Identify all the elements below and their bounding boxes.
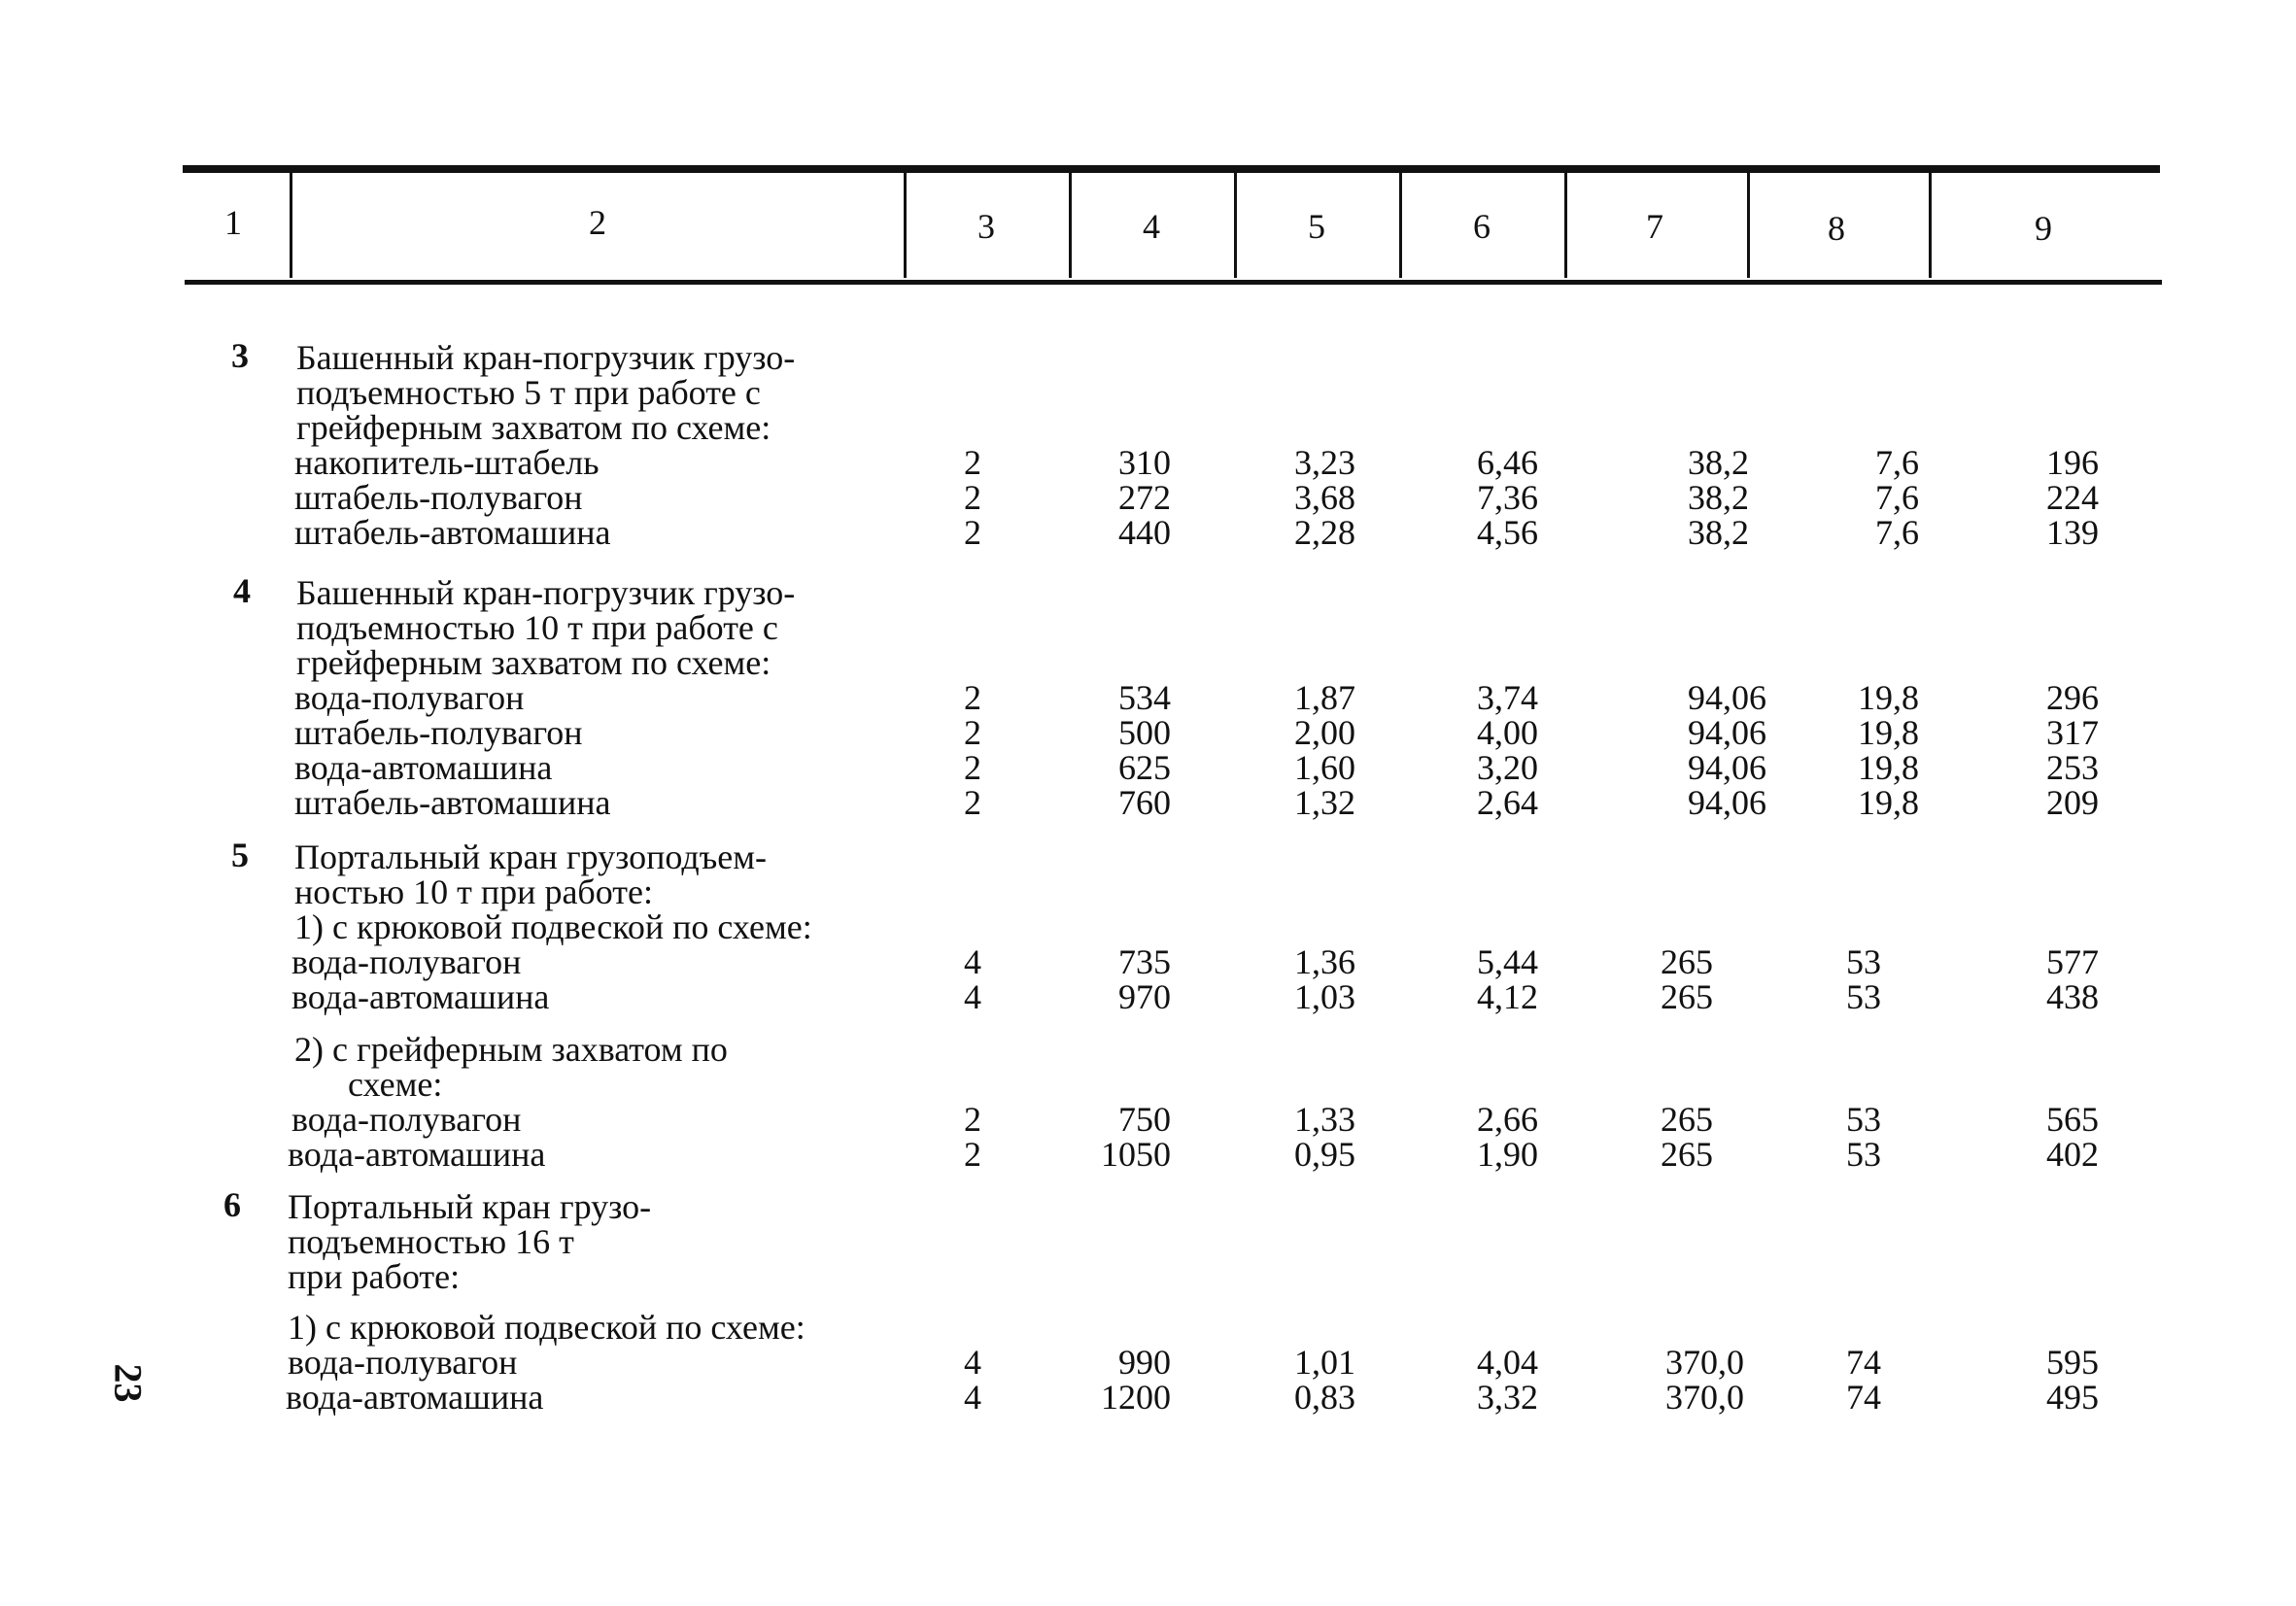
cell: 4,04 (1477, 1343, 1538, 1382)
group-title-line: грейферным захватом по схеме: (296, 408, 771, 447)
cell: 4 (964, 942, 981, 981)
cell: 2 (964, 513, 981, 552)
cell: 7,6 (1875, 513, 1919, 552)
col-divider (290, 173, 292, 278)
header-bottom-rule (185, 280, 2162, 285)
col-divider (1069, 173, 1072, 278)
cell: 19,8 (1858, 713, 1919, 752)
group-title-line: ностью 10 т при работе: (294, 872, 653, 911)
cell: 2 (964, 748, 981, 787)
row-label: вода-автомашина (288, 1135, 546, 1174)
cell: 296 (2046, 678, 2099, 717)
cell: 224 (2046, 478, 2099, 517)
col-divider (1564, 173, 1567, 278)
row-label: вода-автомашина (286, 1378, 544, 1417)
cell: 2 (964, 478, 981, 517)
cell: 139 (2046, 513, 2099, 552)
cell: 94,06 (1688, 783, 1766, 822)
cell: 196 (2046, 443, 2099, 482)
row-label: накопитель-штабель (294, 443, 600, 482)
cell: 1,33 (1294, 1100, 1355, 1139)
cell: 0,95 (1294, 1135, 1355, 1174)
row-number: 4 (233, 571, 251, 610)
cell: 253 (2046, 748, 2099, 787)
cell: 990 (1118, 1343, 1171, 1382)
col-header-6: 6 (1473, 207, 1491, 246)
cell: 53 (1846, 942, 1881, 981)
cell: 595 (2046, 1343, 2099, 1382)
cell: 440 (1118, 513, 1171, 552)
cell: 2,64 (1477, 783, 1538, 822)
top-rule (183, 165, 2160, 173)
col-divider (1234, 173, 1237, 278)
cell: 53 (1846, 1100, 1881, 1139)
cell: 3,74 (1477, 678, 1538, 717)
cell: 4,12 (1477, 977, 1538, 1016)
cell: 0,83 (1294, 1378, 1355, 1417)
col-header-5: 5 (1308, 207, 1325, 246)
cell: 370,0 (1665, 1378, 1744, 1417)
cell: 7,6 (1875, 478, 1919, 517)
cell: 94,06 (1688, 678, 1766, 717)
cell: 577 (2046, 942, 2099, 981)
group-title-line: 1) с крюковой подвеской по схеме: (294, 907, 812, 946)
subgroup-title-line: 1) с крюковой подвеской по схеме: (288, 1308, 805, 1347)
subgroup-title-line: схеме: (348, 1065, 443, 1104)
cell: 3,68 (1294, 478, 1355, 517)
cell: 2 (964, 443, 981, 482)
group-title-line: Портальный кран грузоподъем- (294, 837, 768, 876)
col-divider (1399, 173, 1402, 278)
cell: 4,00 (1477, 713, 1538, 752)
cell: 760 (1118, 783, 1171, 822)
cell: 7,6 (1875, 443, 1919, 482)
cell: 3,20 (1477, 748, 1538, 787)
cell: 272 (1118, 478, 1171, 517)
cell: 1,60 (1294, 748, 1355, 787)
cell: 38,2 (1688, 513, 1749, 552)
cell: 94,06 (1688, 713, 1766, 752)
cell: 2 (964, 678, 981, 717)
cell: 500 (1118, 713, 1171, 752)
cell: 265 (1661, 1100, 1713, 1139)
cell: 209 (2046, 783, 2099, 822)
cell: 2 (964, 713, 981, 752)
cell: 265 (1661, 1135, 1713, 1174)
row-label: штабель-автомашина (294, 783, 611, 822)
cell: 4,56 (1477, 513, 1538, 552)
group-title-line: подъемностью 16 т (288, 1222, 574, 1261)
row-label: вода-полувагон (294, 678, 525, 717)
cell: 38,2 (1688, 478, 1749, 517)
subgroup-title-line: 2) с грейферным захватом по (294, 1030, 728, 1069)
row-label: штабель-полувагон (294, 478, 583, 517)
cell: 265 (1661, 977, 1713, 1016)
cell: 94,06 (1688, 748, 1766, 787)
cell: 2,28 (1294, 513, 1355, 552)
col-divider (1747, 173, 1750, 278)
page-number: 23 (106, 1363, 151, 1403)
cell: 1,01 (1294, 1343, 1355, 1382)
cell: 1,32 (1294, 783, 1355, 822)
cell: 4 (964, 1378, 981, 1417)
cell: 53 (1846, 977, 1881, 1016)
group-title-line: при работе: (288, 1257, 461, 1296)
cell: 2,00 (1294, 713, 1355, 752)
cell: 735 (1118, 942, 1171, 981)
row-label: вода-полувагон (291, 942, 522, 981)
cell: 1200 (1101, 1378, 1171, 1417)
col-header-8: 8 (1828, 209, 1845, 248)
row-label: вода-автомашина (291, 977, 550, 1016)
cell: 1,36 (1294, 942, 1355, 981)
cell: 7,36 (1477, 478, 1538, 517)
row-label: вода-автомашина (294, 748, 553, 787)
group-title-line: Башенный кран-погрузчик грузо- (296, 338, 796, 377)
col-header-9: 9 (2035, 209, 2052, 248)
group-title-line: грейферным захватом по схеме: (296, 643, 771, 682)
col-header-3: 3 (977, 207, 995, 246)
group-title-line: подъемностью 10 т при работе с (296, 608, 778, 647)
col-header-4: 4 (1143, 207, 1160, 246)
cell: 19,8 (1858, 748, 1919, 787)
row-number: 3 (231, 336, 249, 375)
cell: 19,8 (1858, 783, 1919, 822)
cell: 2 (964, 1135, 981, 1174)
cell: 19,8 (1858, 678, 1919, 717)
row-number: 5 (231, 836, 249, 874)
row-label: вода-полувагон (291, 1100, 522, 1139)
cell: 1,90 (1477, 1135, 1538, 1174)
cell: 265 (1661, 942, 1713, 981)
row-label: штабель-автомашина (294, 513, 611, 552)
cell: 3,23 (1294, 443, 1355, 482)
cell: 370,0 (1665, 1343, 1744, 1382)
cell: 970 (1118, 977, 1171, 1016)
row-number: 6 (223, 1185, 241, 1224)
col-divider (904, 173, 907, 278)
cell: 438 (2046, 977, 2099, 1016)
cell: 74 (1846, 1343, 1881, 1382)
col-header-1: 1 (224, 203, 242, 242)
cell: 402 (2046, 1135, 2099, 1174)
cell: 38,2 (1688, 443, 1749, 482)
cell: 310 (1118, 443, 1171, 482)
cell: 495 (2046, 1378, 2099, 1417)
cell: 534 (1118, 678, 1171, 717)
row-label: штабель-полувагон (294, 713, 583, 752)
cell: 2 (964, 783, 981, 822)
group-title-line: подъемностью 5 т при работе с (296, 373, 761, 412)
cell: 750 (1118, 1100, 1171, 1139)
cell: 2 (964, 1100, 981, 1139)
row-label: вода-полувагон (288, 1343, 518, 1382)
col-header-7: 7 (1646, 207, 1663, 246)
cell: 53 (1846, 1135, 1881, 1174)
group-title-line: Башенный кран-погрузчик грузо- (296, 573, 796, 612)
cell: 1,03 (1294, 977, 1355, 1016)
col-divider (1929, 173, 1932, 278)
cell: 2,66 (1477, 1100, 1538, 1139)
cell: 625 (1118, 748, 1171, 787)
cell: 1050 (1101, 1135, 1171, 1174)
cell: 3,32 (1477, 1378, 1538, 1417)
group-title-line: Портальный кран грузо- (288, 1187, 652, 1226)
cell: 4 (964, 1343, 981, 1382)
cell: 74 (1846, 1378, 1881, 1417)
cell: 5,44 (1477, 942, 1538, 981)
cell: 317 (2046, 713, 2099, 752)
col-header-2: 2 (589, 203, 606, 242)
cell: 1,87 (1294, 678, 1355, 717)
cell: 565 (2046, 1100, 2099, 1139)
cell: 4 (964, 977, 981, 1016)
cell: 6,46 (1477, 443, 1538, 482)
